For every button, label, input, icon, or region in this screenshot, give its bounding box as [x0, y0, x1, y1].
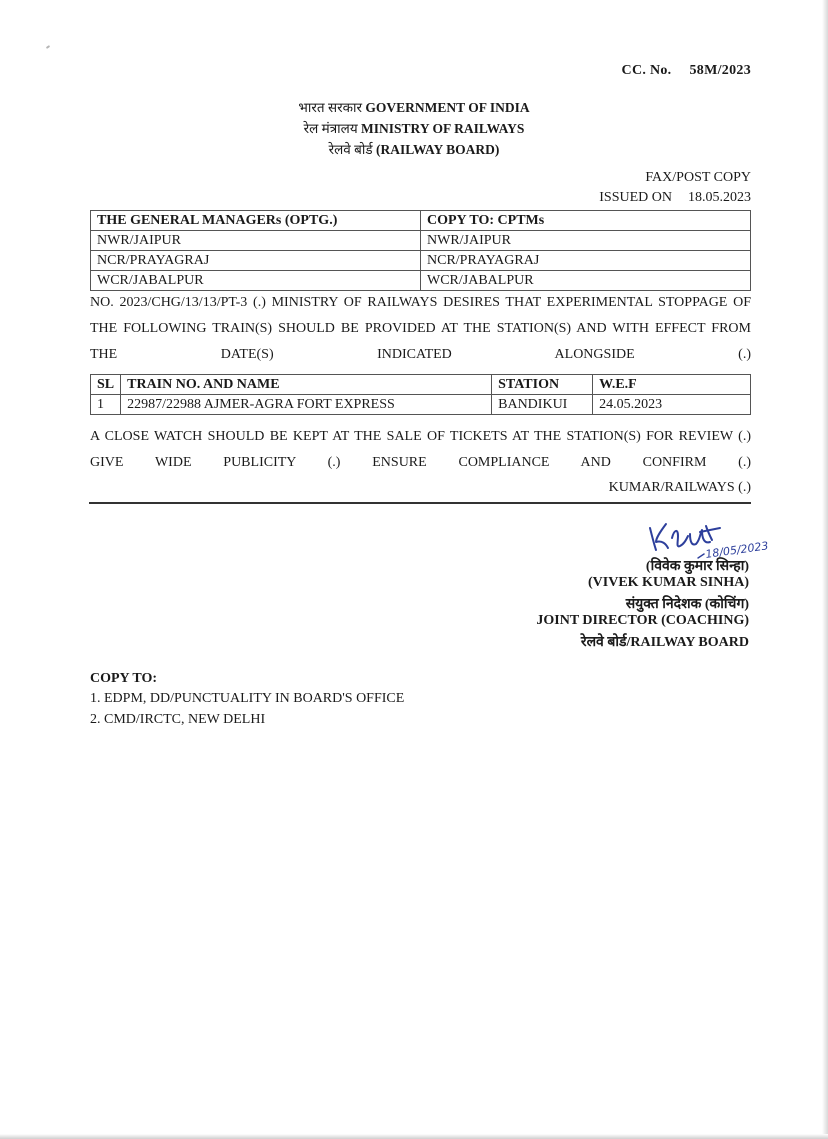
cc-label: CC. No.	[621, 63, 672, 78]
col-header-train: TRAIN NO. AND NAME	[121, 375, 492, 395]
col-header-copy-to: COPY TO: CPTMs	[421, 211, 751, 231]
sign-off-line: KUMAR/RAILWAYS (.)	[608, 480, 751, 495]
copy-to-item: 2. CMD/IRCTC, NEW DELHI	[90, 712, 266, 727]
copy-to-item: 1. EDPM, DD/PUNCTUALITY IN BOARD'S OFFICE	[90, 691, 405, 706]
table-cell: NCR/PRAYAGRAJ	[91, 251, 421, 271]
table-row	[91, 271, 751, 291]
table-row	[91, 251, 751, 271]
fax-post-label: FAX/POST COPY	[645, 170, 751, 185]
table-cell: 24.05.2023	[593, 395, 751, 415]
body-paragraph-instructions: A CLOSE WATCH SHOULD BE KEPT AT THE SALE OF TICKETS AT THE STATION(S) FOR REVIEW (.) GIVE WIDE PUBLICITY (.) ENSURE COMPLIANCE AND CONFIRM (.)	[90, 429, 751, 470]
cc-number	[622, 63, 751, 79]
signatory-name: (VIVEK KUMAR SINHA)	[588, 575, 749, 590]
header-hindi-ministry: रेल मंत्रालय	[303, 121, 358, 136]
col-header-station: STATION	[492, 375, 593, 395]
col-header-wef: W.E.F	[593, 375, 751, 395]
page-edge-shadow-bottom	[0, 1134, 828, 1139]
signatory-office: रेलवे बोर्ड/RAILWAY BOARD	[580, 635, 749, 650]
issued-label: ISSUED ON	[599, 190, 672, 205]
header-hindi-government: भारत सरकार	[298, 100, 362, 115]
table-cell: WCR/JABALPUR	[421, 271, 751, 291]
header-line-ministry	[0, 119, 828, 137]
addressees-table	[90, 210, 751, 291]
table-cell: NCR/PRAYAGRAJ	[421, 251, 751, 271]
body-paragraph-directive: NO. 2023/CHG/13/13/PT-3 (.) MINISTRY OF RAILWAYS DESIRES THAT EXPERIMENTAL STOPPAGE OF THE FOLLOWING TRAIN(S) SHOULD BE PROVIDED AT THE STATION(S) AND WITH EFFECT FROM THE DATE(S) INDICATED ALONGSIDE (.)	[90, 295, 751, 362]
table-cell: 1	[91, 395, 121, 415]
issued-on	[599, 190, 751, 206]
header-en-government: GOVERNMENT OF INDIA	[365, 100, 530, 115]
header-line-government	[0, 98, 828, 116]
copy-to-heading: COPY TO:	[90, 671, 158, 686]
table-cell: 22987/22988 AJMER-AGRA FORT EXPRESS	[121, 395, 492, 415]
table-row	[91, 231, 751, 251]
signatory-designation-hindi: संयुक्त निदेशक (कोचिंग)	[625, 597, 749, 612]
table-cell: WCR/JABALPUR	[91, 271, 421, 291]
issued-date: 18.05.2023	[688, 190, 751, 205]
signatory-designation: JOINT DIRECTOR (COACHING)	[536, 613, 749, 628]
header-hindi-board: रेलवे बोर्ड	[328, 142, 373, 157]
signatory-name-hindi: (विवेक कुमार सिन्हा)	[645, 559, 749, 574]
header-en-board: (RAILWAY BOARD)	[375, 142, 500, 157]
col-header-sl: SL	[91, 375, 121, 395]
signature-date: 18/05/2023	[704, 539, 770, 561]
header-line-board	[0, 140, 828, 158]
table-cell: BANDIKUI	[492, 395, 593, 415]
horizontal-rule	[89, 502, 751, 504]
col-header-general-managers: THE GENERAL MANAGERs (OPTG.)	[91, 211, 421, 231]
table-cell: NWR/JAIPUR	[91, 231, 421, 251]
scan-speck	[46, 45, 50, 49]
header-en-ministry: MINISTRY OF RAILWAYS	[361, 121, 525, 136]
table-row	[91, 395, 751, 415]
train-stoppage-table	[90, 374, 751, 415]
table-header-row	[91, 211, 751, 231]
cc-value: 58M/2023	[689, 63, 751, 78]
table-cell: NWR/JAIPUR	[421, 231, 751, 251]
table-header-row	[91, 375, 751, 395]
page-edge-shadow-right	[822, 0, 828, 1139]
